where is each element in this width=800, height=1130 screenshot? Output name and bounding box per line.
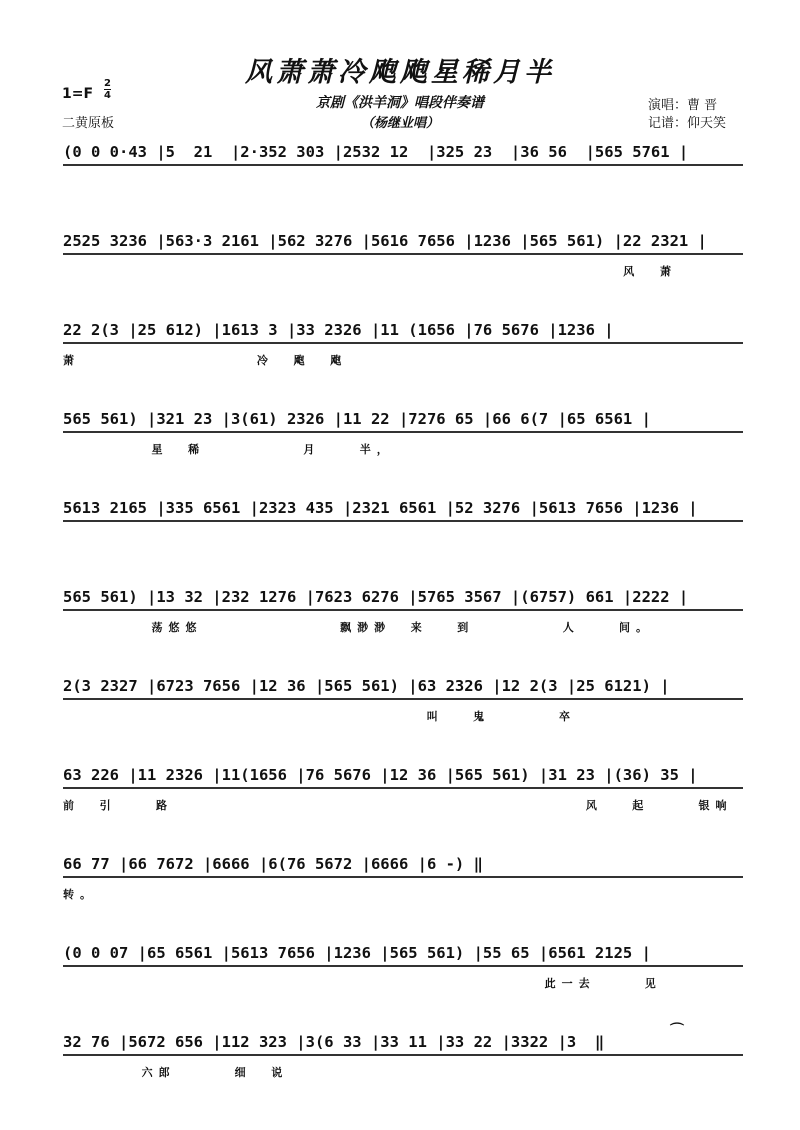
performer-credit: 演唱：曹 晋 xyxy=(648,98,718,113)
lyric-line: 叫 鬼 卒 xyxy=(63,710,576,723)
lyric-line: 风 萧 xyxy=(63,265,677,278)
notation-line: 66 77 |66 7672 |6666 |6(76 5672 |6666 |6 -) ‖ xyxy=(63,852,743,878)
lyric-line: 荡悠悠 飘渺渺 来 到 人 间。 xyxy=(63,621,654,634)
subtitle: 京剧《洪羊洞》唱段伴奏谱 xyxy=(316,95,484,111)
notation-line: 22 2(3 |25 612) |1613 3 |33 2326 |11 (1656 |76 5676 |1236 | xyxy=(63,318,743,344)
meter-top: 2 xyxy=(104,78,111,89)
lyric-line: 此一去 见 xyxy=(63,977,662,990)
meter-bottom: 4 xyxy=(104,90,111,101)
lyric-line: 前 引 路 风 起 银响 xyxy=(63,799,733,812)
page-title: 风萧萧冷飑飑星稀月半 xyxy=(245,57,555,88)
lyric-line: 转。 xyxy=(63,888,97,901)
notation-line: 565 561) |13 32 |232 1276 |7623 6276 |5765 3567 |(6757) 661 |2222 | xyxy=(63,585,743,611)
notation-line: 2525 3236 |563·3 2161 |562 3276 |5616 7656 |1236 |565 561) |22 2321 | xyxy=(63,229,743,255)
notation-line: 5613 2165 |335 6561 |2323 435 |2321 6561 |52 3276 |5613 7656 |1236 | xyxy=(63,496,743,522)
lyric-line: 六郎 细 说 xyxy=(63,1066,289,1079)
mode-label: 二黄原板 xyxy=(62,116,115,131)
notation-line: 2(3 2327 |6723 7656 |12 36 |565 561) |63 2326 |12 2(3 |25 6121) | xyxy=(63,674,743,700)
transcriber-credit: 记谱：仰天笑 xyxy=(648,116,727,131)
key-signature: 1=F xyxy=(62,86,94,102)
lyric-line: 星 稀 月 半， xyxy=(63,443,394,456)
fermata-mark: ⌒ xyxy=(670,1023,684,1039)
notation-line: (0 0 07 |65 6561 |5613 7656 |1236 |565 561) |55 65 |6561 2125 | xyxy=(63,941,743,967)
notation-line: 565 561) |321 23 |3(61) 2326 |11 22 |7276 65 |66 6(7 |65 6561 | xyxy=(63,407,743,433)
lyric-line: 萧 冷 飑 飑 xyxy=(63,354,348,367)
time-signature xyxy=(104,78,111,101)
notation-line: 32 76 |5672 656 |112 323 |3(6 33 |33 11 |33 22 |3322 |3 ‖ xyxy=(63,1030,743,1056)
singer-note: （杨继业唱） xyxy=(360,116,439,131)
notation-line: (0 0 0·43 |5 21 |2·352 303 |2532 12 |325 23 |36 56 |565 5761 | xyxy=(63,140,743,166)
notation-line: 63 226 |11 2326 |11(1656 |76 5676 |12 36 |565 561) |31 23 |(36) 35 | xyxy=(63,763,743,789)
